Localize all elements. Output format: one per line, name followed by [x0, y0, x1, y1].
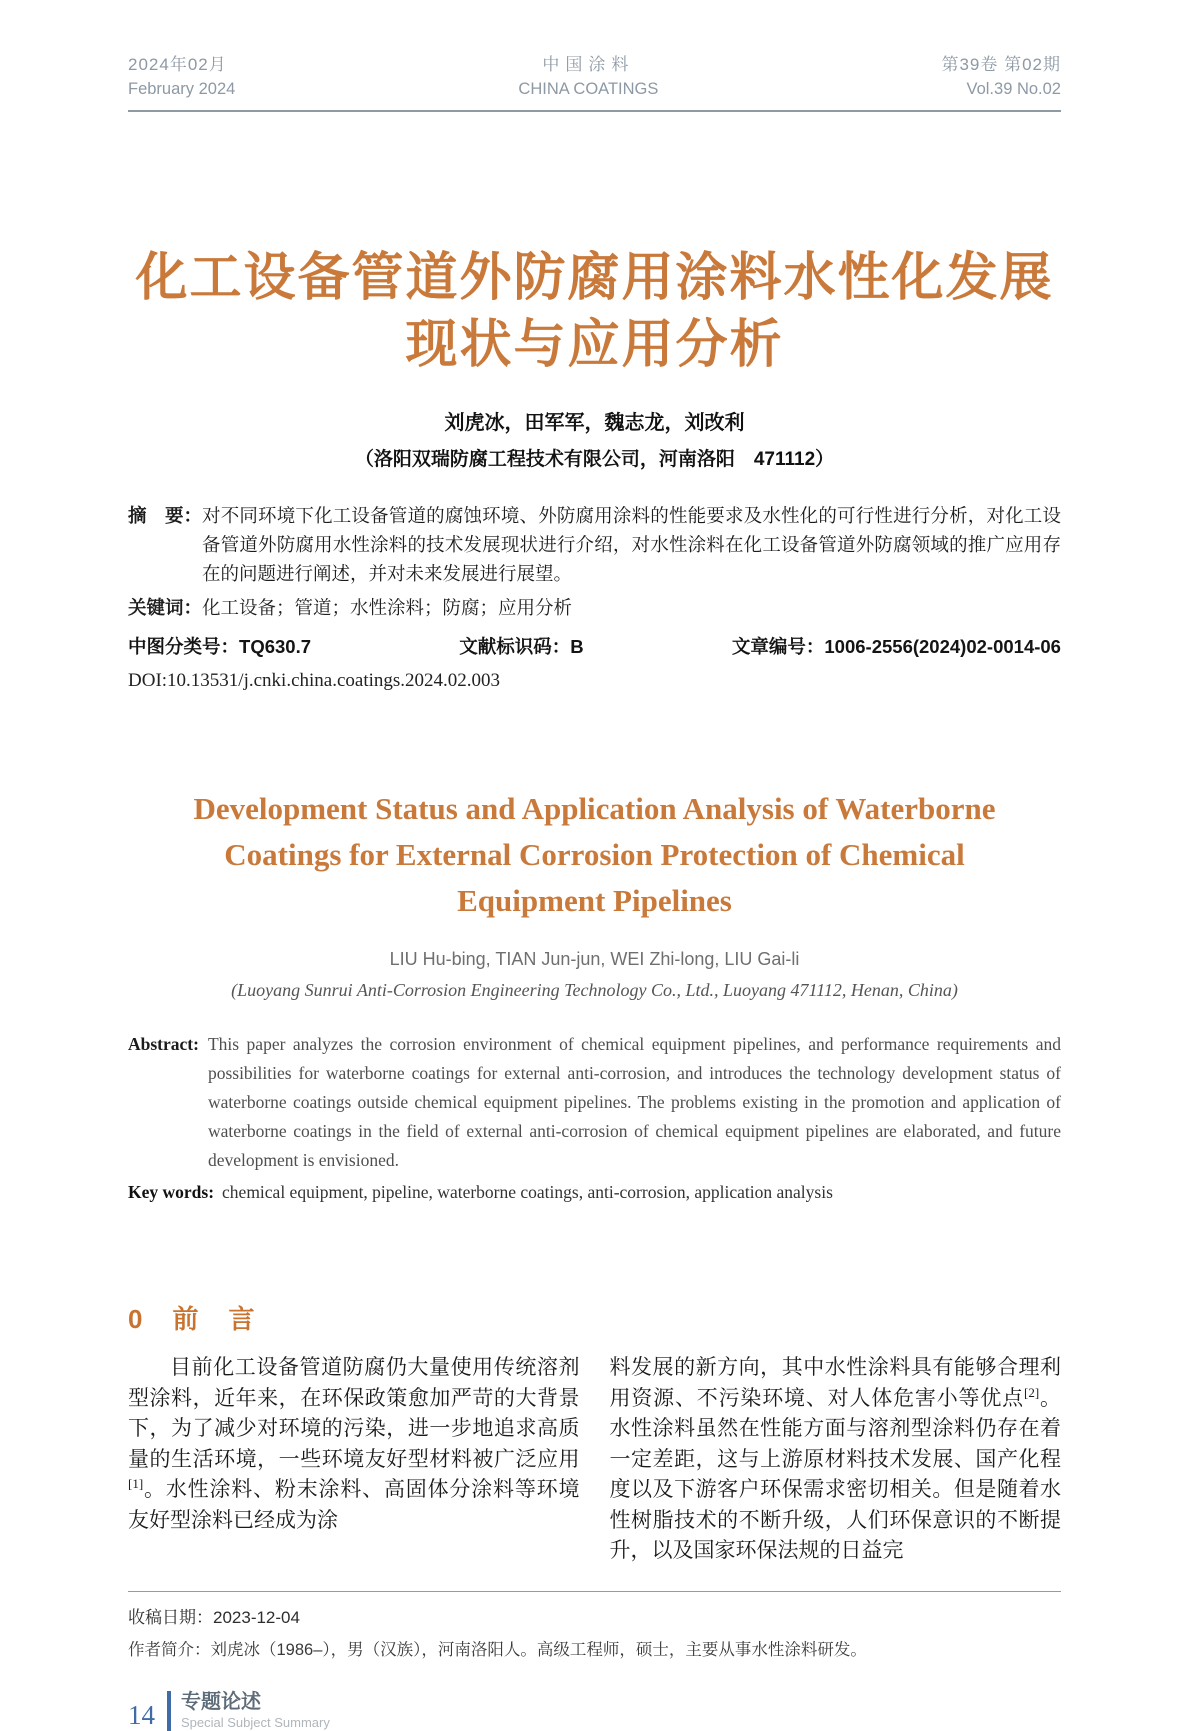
article-no-field [732, 633, 1061, 659]
article-no-value: 1006-2556(2024)02-0014-06 [824, 636, 1061, 657]
doc-code-value: B [570, 636, 584, 657]
keywords-en [128, 1178, 1061, 1206]
header-rule [128, 110, 1061, 112]
clc-label: 中图分类号： [128, 636, 240, 657]
footnote-rule [128, 1591, 1061, 1592]
column-name-cn: 专题论述 [181, 1690, 261, 1713]
footer-divider-bar [167, 1691, 171, 1731]
abstract-en [128, 1030, 1061, 1175]
authors-cn: 刘虎冰，田军军，魏志龙，刘改利 [444, 412, 745, 434]
title-en-line2: Coatings for External Corrosion Protection of Chemical [224, 837, 965, 872]
affiliation-en: (Luoyang Sunrui Anti-Corrosion Engineering Technology Co., Ltd., Luoyang 471112, Henan, China) [231, 980, 958, 1000]
keywords-en-text: chemical equipment, pipeline, waterborne coatings, anti-corrosion, application analysis [222, 1182, 833, 1202]
paragraph-left-text: 目前化工设备管道防腐仍大量使用传统溶剂型涂料，近年来，在环保政策愈加严苛的大背景下，为了减少对环境的污染，进一步地追求高质量的生活环境，一些环境友好型材料被广泛应用 [128, 1355, 580, 1471]
author-bio-value: 刘虎冰（1986–），男（汉族），河南洛阳人。高级工程师，硕士，主要从事水性涂料研发。 [210, 1640, 867, 1659]
keywords-cn [128, 593, 1061, 622]
abstract-cn-label: 摘 要： [128, 505, 203, 526]
header-journal [518, 52, 658, 102]
body-column-right [610, 1352, 1062, 1566]
column-name-en: Special Subject Summary [181, 1714, 330, 1730]
title-cn-line2: 现状与应用分析 [405, 316, 784, 374]
running-head [128, 0, 1061, 102]
author-bio [128, 1636, 1061, 1660]
received-date [128, 1603, 1061, 1628]
paragraph-left-text-cont: 。水性涂料、粉末涂料、高固体分涂料等环境友好型涂料已经成为涂 [128, 1477, 580, 1532]
header-issue-en: Vol.39 No.02 [966, 80, 1061, 98]
paragraph-right [610, 1352, 1062, 1566]
reference-marker-1: [1] [128, 1476, 144, 1491]
keywords-cn-label: 关键词： [128, 597, 203, 618]
footer-column-name [181, 1691, 330, 1731]
author-bio-label: 作者简介： [128, 1640, 211, 1659]
paragraph-right-text: 料发展的新方向，其中水性涂料具有能够合理利用资源、不污染环境、对人体危害小等优点 [609, 1355, 1061, 1410]
paragraph-right-text-cont: 。水性涂料虽然在性能方面与溶剂型涂料仍存在着一定差距，这与上游原材料技术发展、国产化程度以及下游客户环保需求密切相关。但是随着水性树脂技术的不断升级，人们环保意识的不断提升，以及国家环保法规的日益完 [609, 1385, 1062, 1562]
clc-value: TQ630.7 [239, 636, 312, 657]
header-date [128, 52, 235, 102]
title-cn-line1: 化工设备管道外防腐用涂料水性化发展 [135, 249, 1054, 307]
page-footer [128, 1691, 1061, 1731]
article-no-label: 文章编号： [731, 636, 825, 657]
affiliation-cn: （洛阳双瑞防腐工程技术有限公司，河南洛阳 471112） [354, 449, 835, 470]
header-journal-cn: 中国涂料 [542, 55, 635, 74]
reference-marker-2: [2] [1024, 1384, 1040, 1400]
section-heading-intro: 0 前 言 [128, 1304, 257, 1334]
received-date-label: 收稿日期： [128, 1607, 213, 1627]
header-date-cn: 2024年02月 [128, 55, 227, 74]
doc-code-label: 文献标识码： [459, 636, 571, 657]
header-issue [941, 52, 1061, 102]
header-journal-en: CHINA COATINGS [518, 80, 659, 98]
meta-row [128, 633, 1061, 659]
abstract-cn-text: 对不同环境下化工设备管道的腐蚀环境、外防腐用涂料的性能要求及水性化的可行性进行分析，对化工设备管道外防腐用水性涂料的技术发展现状进行介绍，对水性涂料在化工设备管道外防腐领域的推广应用存在的问题进行阐述，并对未来发展进行展望。 [202, 505, 1061, 584]
doi: DOI:10.13531/j.cnki.china.coatings.2024.02.003 [128, 670, 501, 691]
body-column-left [128, 1352, 580, 1566]
abstract-cn [128, 501, 1061, 588]
doc-code-field [459, 633, 583, 659]
paragraph-left [128, 1352, 580, 1535]
header-date-en: February 2024 [128, 80, 236, 98]
authors-en: LIU Hu-bing, TIAN Jun-jun, WEI Zhi-long, LIU Gai-li [389, 949, 800, 969]
received-date-value: 2023-12-04 [213, 1607, 300, 1627]
keywords-en-label: Key words: [128, 1182, 215, 1202]
page-number: 14 [128, 1699, 155, 1730]
clc-field [128, 633, 311, 659]
title-en-line1: Development Status and Application Analysis of Waterborne [193, 791, 996, 826]
title-en-line3: Equipment Pipelines [457, 883, 732, 918]
article-title-en [128, 786, 1061, 924]
keywords-cn-text: 化工设备；管道；水性涂料；防腐；应用分析 [202, 597, 573, 618]
header-issue-cn: 第39卷 第02期 [941, 55, 1061, 74]
article-title-cn [128, 245, 1061, 379]
abstract-en-label: Abstract: [128, 1034, 199, 1054]
abstract-en-text: This paper analyzes the corrosion environment of chemical equipment pipelines, and performance requirements and possibilities for waterborne coatings for external anti-corrosion, and introduces the technology development status of waterborne coatings outside chemical equipment pipelines. The problems existing in the promotion and application of waterborne coatings in the field of external anti-corrosion of chemical equipment pipelines are elaborated, and future development is envisioned. [207, 1034, 1061, 1170]
body-columns [128, 1352, 1061, 1566]
